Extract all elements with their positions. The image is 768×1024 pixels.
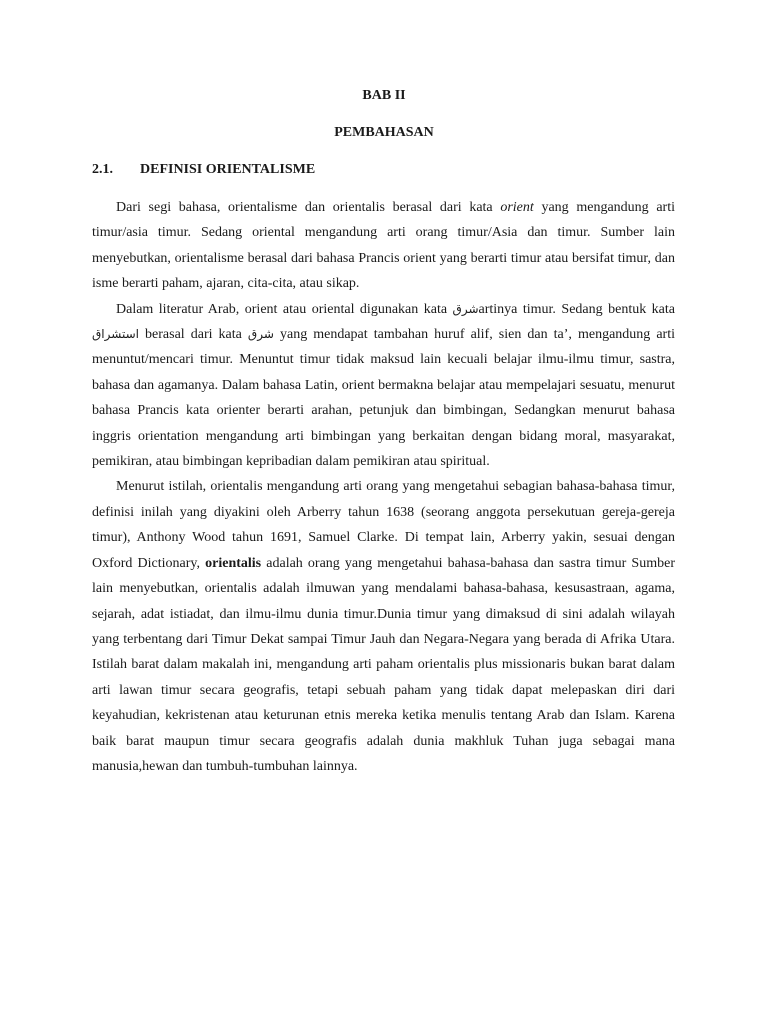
paragraph-3 bbox=[92, 474, 675, 779]
p2-text-a: Dalam literatur Arab, orient atau oriental digunakan kata bbox=[116, 301, 453, 317]
p1-text-a: Dari segi bahasa, orientalisme dan orientalis berasal dari kata bbox=[116, 200, 501, 215]
p3-text-a: Menurut istilah, orientalis mengandung arti orang yang mengetahui sebagian bahasa-bahasa timur, definisi inilah yang diyakini oleh Arberry tahun 1638 (seorang anggota persekutuan gereja-gereja timur), Anthony Wood tahun 1691, Samuel Clarke. Di tempat lain, Arberry yakin, sesuai dengan Oxford Dictionary, bbox=[92, 479, 675, 571]
chapter-title: PEMBAHASAN bbox=[334, 125, 434, 140]
paragraph-1 bbox=[92, 195, 675, 297]
p2-text-c: artinya timur. Sedang bentuk kata bbox=[478, 301, 675, 317]
p2-arabic-syarq-1: شرق bbox=[452, 301, 479, 316]
p1-text-c: yang mengandung arti timur/asia timur. Sedang oriental mengandung arti orang timur/Asia dan timur. Sumber lain menyebutkan, orientalisme berasal dari bahasa Prancis orient yang berarti timur atau bersifat timur, dan isme berarti paham, ajaran, cita-cita, atau sikap. bbox=[92, 200, 675, 292]
p2-arabic-syarq-2: شرق bbox=[247, 327, 274, 342]
chapter-heading: BAB II bbox=[362, 88, 406, 103]
section-heading bbox=[92, 161, 315, 179]
p2-text-g: yang mendapat tambahan huruf alif, sien dan ta’, mengandung arti menuntut/mencari timur. Menuntut timur tidak maksud lain kecuali belajar ilmu-ilmu timur, sastra, bahasa dan agamanya. Dalam bahasa Latin, orient bermakna belajar atau mempelajari sesuatu, menurut bahasa Prancis kata orienter berarti arahan, petunjuk dan bimbingan, Sedangkan menurut bahasa inggris orientation mengandung arti bimbingan yang berkaitan dengan bidang moral, masyarakat, pemikiran, atau bimbingan kepribadian dalam pemikiran atau spiritual. bbox=[92, 327, 675, 470]
p3-term-orientalis: orientalis bbox=[205, 555, 262, 571]
p2-text-e: berasal dari kata bbox=[138, 327, 248, 343]
p2-arabic-istisyraq: استشراق bbox=[92, 327, 139, 342]
paragraph-2 bbox=[92, 297, 675, 475]
section-title: DEFINISI ORIENTALISME bbox=[140, 162, 316, 177]
p1-term-orient: orient bbox=[500, 200, 534, 215]
section-number: 2.1. bbox=[92, 162, 113, 177]
body-text bbox=[92, 195, 675, 779]
p3-text-c: adalah orang yang mengetahui bahasa-bahasa dan sastra timur Sumber lain menyebutkan, orientalis adalah ilmuwan yang mendalami bahasa-bahasa, kesusastraan, agama, sejarah, adat istiadat, dan ilmu-ilmu dunia timur.Dunia timur yang dimaksud di sini adalah wilayah yang terbentang dari Timur Dekat sampai Timur Jauh dan Negara-Negara yang berada di Afrika Utara. Istilah barat dalam makalah ini, mengandung arti paham orientalis plus missionaris bukan barat dalam arti lawan timur secara geografis, tetapi sebuah paham yang tidak dapat melepaskan diri dari keyahudian, kekristenan atau keturunan etnis mereka ketika menulis tentang Arab dan Islam. Karena baik barat maupun timur secara geografis adalah dunia makhluk Tuhan juga sebagai mana manusia,hewan dan tumbuh-tumbuhan lainnya. bbox=[92, 555, 675, 774]
